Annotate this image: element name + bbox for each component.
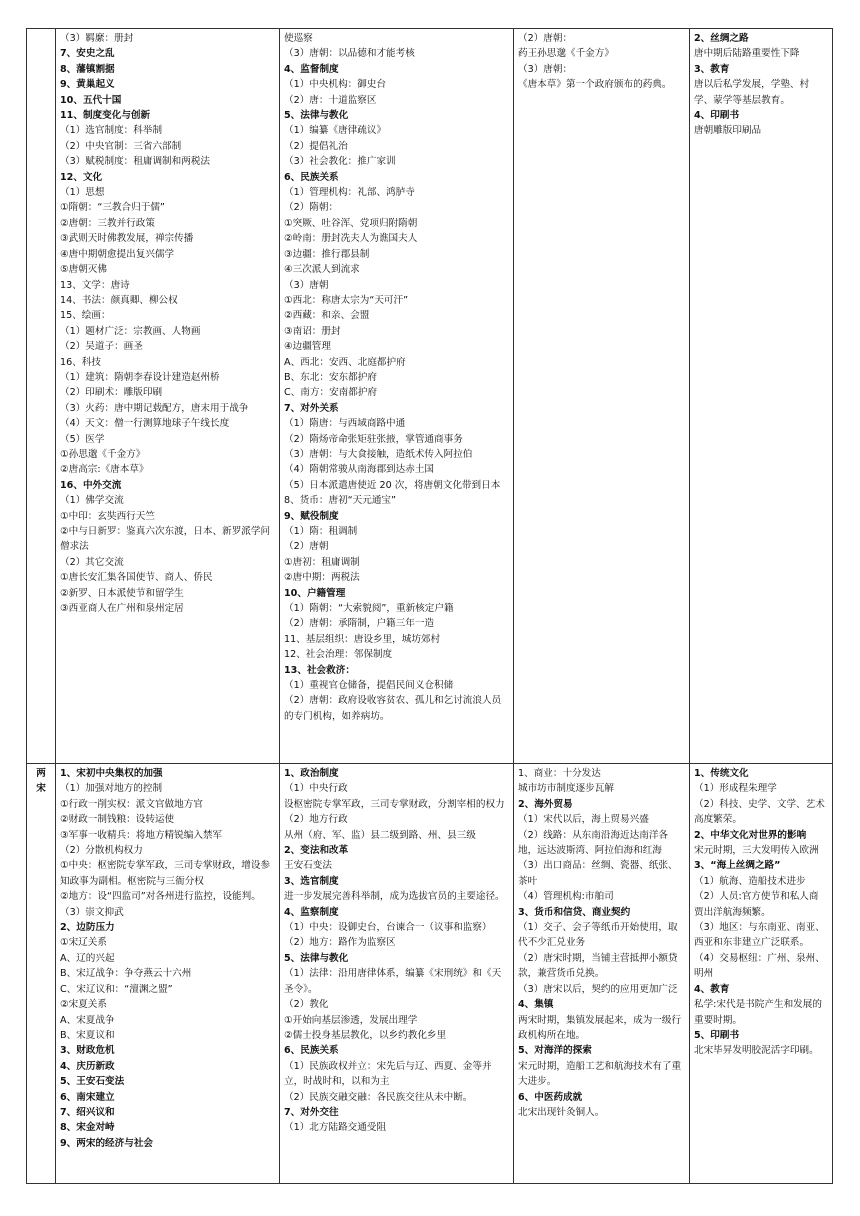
note-line: （2）吴道子：画圣 <box>60 341 143 353</box>
note-line: ①唐长安汇集各国使节、商人、侨民 <box>60 572 213 584</box>
section-heading: 5、王安石变法 <box>60 1076 125 1088</box>
note-line: ①突厥、吐谷浑、党项归附隋朝 <box>284 217 418 229</box>
note-line: ①宋辽关系 <box>60 937 107 949</box>
topic-column-3 <box>514 764 690 1184</box>
section-heading: 7、对外交往 <box>284 1106 339 1118</box>
section-heading: 3、“海上丝绸之路” <box>694 860 781 872</box>
note-line: （2）唐朝： <box>518 33 573 44</box>
note-line: 宋元时期，三大发明传入欧洲 <box>694 845 819 857</box>
section-heading: 12、文化 <box>60 171 103 183</box>
section-heading: 2、中华文化对世界的影响 <box>694 829 807 841</box>
note-line: （1）佛学交流 <box>60 495 124 507</box>
section-heading: 13、社会救济： <box>284 664 355 676</box>
section-heading: 11、制度变化与创新 <box>60 110 151 122</box>
note-line: （2）印刷术：雕版印刷 <box>60 387 163 399</box>
topic-column-4 <box>690 29 833 764</box>
section-heading: 1、政治制度 <box>284 768 339 779</box>
section-heading: 5、对海洋的探索 <box>518 1045 592 1057</box>
note-line: ①中央：枢密院专掌军政，三司专掌财政，增设参知政事为副相。枢密院与三衙分权 <box>60 860 271 887</box>
note-line: ②新罗、日本派使节和留学生 <box>60 587 184 599</box>
note-line: 宋元时期，造船工艺和航海技术有了重大进步。 <box>518 1060 682 1088</box>
note-line: 16、科技 <box>60 356 101 368</box>
note-line: 12、社会治理：邻保制度 <box>284 649 393 661</box>
note-line: （1）建筑：隋朝李春设计建造赵州桥 <box>60 371 220 383</box>
note-line: 王安石变法 <box>284 860 332 872</box>
section-heading: 6、南宋建立 <box>60 1091 115 1103</box>
section-heading: 6、中医药成就 <box>518 1091 583 1103</box>
note-line: 从州（府、军、监）县二级到路、州、县三级 <box>284 829 476 841</box>
note-line: （4）交易枢纽：广州、泉州、明州 <box>694 952 825 980</box>
note-line: 13、文学：唐诗 <box>60 279 130 291</box>
note-line: （2）唐朝 <box>284 541 329 553</box>
note-line: ②中与日新罗：鉴真六次东渡，日本、新罗派学问僧求法 <box>60 526 271 553</box>
note-line: 《唐本草》第一个政府颁布的药典。 <box>518 79 672 91</box>
note-line: （4）天文：僧一行测算地球子午线长度 <box>60 418 230 430</box>
note-line: （2）地方：路作为监察区 <box>284 937 396 949</box>
note-line: （1）隋：租调制 <box>284 526 358 537</box>
note-line: ②岭南：册封冼夫人为谯国夫人 <box>284 233 418 245</box>
note-line: C、南方：安南都护府 <box>284 387 378 399</box>
note-line: （1）宋代以后，海上贸易兴盛 <box>518 814 649 826</box>
note-line: ②唐朝：三教并行政策 <box>60 217 155 229</box>
note-line: （4）管理机构:市舶司 <box>518 891 614 903</box>
section-heading: 7、绍兴议和 <box>60 1106 115 1118</box>
section-heading: 2、边防压力 <box>60 922 115 934</box>
note-line: ④三次派人到流求 <box>284 264 360 276</box>
note-line: C、宋辽议和：“澶渊之盟” <box>60 983 173 995</box>
section-heading: 10、户籍管理 <box>284 587 346 599</box>
section-heading: 16、中外交流 <box>60 479 122 491</box>
note-line: （1）北方陆路交通受阻 <box>284 1122 387 1134</box>
note-line: （1）民族政权并立：宋先后与辽、西夏、金等并立，时战时和，以和为主 <box>284 1060 492 1088</box>
note-line: ②宋夏关系 <box>60 999 107 1011</box>
note-line: （2）线路：从东南沿海近达南洋各地，远达波斯湾、阿拉伯海和红海 <box>518 829 669 857</box>
note-line: ②儒士投身基层教化，以乡约教化乡里 <box>284 1029 447 1041</box>
note-line: A、辽的兴起 <box>60 952 115 964</box>
note-line: （1）中央行政 <box>284 783 348 795</box>
note-line: ①中印：玄奘西行天竺 <box>60 510 155 522</box>
note-line: ②唐中期：两税法 <box>284 572 360 584</box>
note-line: （1）管理机构：礼部、鸿胪寺 <box>284 187 415 199</box>
note-line: （5）日本派遣唐使近 20 次，将唐朝文化带到日本 <box>284 479 501 491</box>
notes-table <box>26 28 833 1184</box>
section-heading: 3、货币和信贷、商业契约 <box>518 906 631 918</box>
note-line: （3）唐朝： <box>518 63 573 75</box>
note-line: ②西藏：和亲、会盟 <box>284 310 370 322</box>
note-line: 药王孙思邈《千金方》 <box>518 48 614 60</box>
note-line: （3）崇文抑武 <box>60 906 124 918</box>
note-line: 北宋出现针灸铜人。 <box>518 1106 605 1118</box>
note-line: ①孙思邈《千金方》 <box>60 448 146 460</box>
note-line: 1、商业：十分发达 <box>518 768 601 779</box>
note-line: ③西亚商人在广州和泉州定居 <box>60 603 184 615</box>
note-line: B、宋辽战争：争夺燕云十六州 <box>60 968 192 980</box>
note-line: （2）地方行政 <box>284 814 348 826</box>
section-heading: 4、庆历新政 <box>60 1060 115 1072</box>
section-heading: 7、安史之乱 <box>60 48 115 60</box>
note-line: （2）民族交融交融：各民族交往从未中断。 <box>284 1091 473 1103</box>
topic-column-4 <box>690 764 833 1184</box>
section-heading: 5、印刷书 <box>694 1029 740 1041</box>
note-line: ①开始向基层渗透，发展出理学 <box>284 1014 418 1026</box>
note-line: （1）重视官仓储备，提倡民间义仓积储 <box>284 680 454 692</box>
note-line: ③南诏：册封 <box>284 325 341 337</box>
section-heading: 1、宋初中央集权的加强 <box>60 768 163 779</box>
note-line: （3）火药：唐中期记载配方，唐末用于战争 <box>60 402 249 414</box>
table-row <box>27 29 833 764</box>
era-cell <box>27 29 56 764</box>
note-line: （3）唐宋以后，契约的应用更加广泛 <box>518 983 678 995</box>
note-line: （1）编纂《唐律疏议》 <box>284 125 387 137</box>
note-line: 设枢密院专掌军政，三司专掌财政，分割宰相的权力 <box>284 798 505 810</box>
note-line: A、宋夏战争 <box>60 1014 115 1026</box>
era-cell <box>27 764 56 1184</box>
note-line: ①行政一削实权：派文官做地方官 <box>60 798 203 810</box>
note-line: （3）赋税制度：租庸调制和两税法 <box>60 156 211 168</box>
note-line: （3）地区：与东南亚、南亚、西亚和东非建立广泛联系。 <box>694 922 825 949</box>
note-line: （2）唐朝：承隋制，户籍三年一造 <box>284 618 435 630</box>
note-line: ③军事一收精兵：将地方精锐编入禁军 <box>60 829 223 841</box>
note-line: （1）加强对地方的控制 <box>60 783 163 795</box>
section-heading: 3、财政危机 <box>60 1045 115 1057</box>
note-line: （1）航海、造船技术进步 <box>694 875 806 887</box>
note-line: A、西北：安西、北庭都护府 <box>284 356 406 368</box>
note-line: ④唐中期朝愈提出复兴儒学 <box>60 248 175 260</box>
section-heading: 4、教育 <box>694 983 730 995</box>
section-heading: 1、传统文化 <box>694 768 749 779</box>
note-line: （1）隋朝：“大索貌阅”，重新核定户籍 <box>284 603 454 615</box>
note-line: ②唐高宗:《唐本草》 <box>60 464 149 476</box>
topic-column-3 <box>514 29 690 764</box>
note-line: （3）唐朝：与大食接触，造纸术传入阿拉伯 <box>284 448 473 460</box>
note-line: 唐以后私学发展，学塾、村学、蒙学等基层教育。 <box>694 79 810 106</box>
note-line: 两宋时期，集镇发展起来，成为一级行政机构所在地。 <box>518 1014 682 1041</box>
section-heading: 5、法律与教化 <box>284 952 349 964</box>
note-line: 进一步发展完善科举制，成为选拔官员的主要途径。 <box>284 891 505 903</box>
note-line: （1）中央：设御史台，台谏合一（议事和监察） <box>284 922 492 934</box>
note-line: （2）唐宋时期，当铺主营抵押小额贷款，兼营货币兑换。 <box>518 952 678 980</box>
note-line: ①隋朝：“三教合归于儒” <box>60 202 165 214</box>
note-line: （4）隋朝常骏从南海郡到达赤土国 <box>284 464 435 476</box>
note-line: 唐中期后陆路重要性下降 <box>694 48 800 60</box>
section-heading: 2、变法和改革 <box>284 845 349 857</box>
note-line: （2）唐：十道监察区 <box>284 94 377 106</box>
section-heading: 4、监察制度 <box>284 906 339 918</box>
topic-column-1 <box>56 29 280 764</box>
section-heading: 7、对外关系 <box>284 402 339 414</box>
section-heading: 4、集镇 <box>518 999 554 1011</box>
note-line: （1）隋唐：与西域商路中通 <box>284 418 406 430</box>
note-line: （2）其它交流 <box>60 556 124 568</box>
note-line: 使巡察 <box>284 33 313 44</box>
note-line: 8、货币：唐初“天元通宝” <box>284 495 396 507</box>
section-heading: 6、民族关系 <box>284 1045 339 1057</box>
note-line: ①唐初：租庸调制 <box>284 556 360 568</box>
section-heading: 3、选官制度 <box>284 875 339 887</box>
note-line: B、宋夏议和 <box>60 1029 115 1041</box>
note-line: 14、书法：颜真卿、柳公权 <box>60 294 178 306</box>
note-line: （2）隋炀帝命张矩驻张掖，掌管通商事务 <box>284 433 463 445</box>
note-line: （3）出口商品：丝绸、瓷器、纸张、茶叶 <box>518 860 678 887</box>
section-heading: 10、五代十国 <box>60 94 122 106</box>
section-heading: 9、赋役制度 <box>284 510 339 522</box>
section-heading: 4、印刷书 <box>694 110 740 122</box>
note-line: （1）题材广泛：宗教画、人物画 <box>60 325 201 337</box>
note-line: （2）唐朝：政府设收容贫农、孤儿和乞讨流浪人员的专门机构，如养病坊。 <box>284 695 502 722</box>
note-line: （2）人员:官方使节和私人商贾出洋航海频繁。 <box>694 891 819 918</box>
note-line: （3）唐朝：以品德和才能考核 <box>284 48 415 60</box>
topic-column-2 <box>280 764 514 1184</box>
section-heading: 2、海外贸易 <box>518 798 573 810</box>
section-heading: 5、法律与教化 <box>284 110 349 122</box>
note-line: （1）形成程朱理学 <box>694 783 777 795</box>
note-line: （2）科技、史学、文学、艺术高度繁荣。 <box>694 798 825 826</box>
note-line: ③边疆：推行郡县制 <box>284 248 370 260</box>
note-line: （2）分散机构权力 <box>60 845 143 857</box>
note-line: ②财政一制钱粮：设转运使 <box>60 814 175 826</box>
note-line: （1）中央机构：御史台 <box>284 79 387 91</box>
note-line: （2）中央官制：三省六部制 <box>60 140 182 152</box>
note-line: 城市坊市制度逐步瓦解 <box>518 783 614 795</box>
section-heading: 2、丝绸之路 <box>694 33 749 44</box>
note-line: ④边疆管理 <box>284 341 331 353</box>
note-line: 11、基层组织：唐设乡里，城坊郊村 <box>284 633 441 645</box>
note-line: ②地方：设“四监司”对各州进行监控，设能判。 <box>60 891 261 903</box>
note-line: 私学:宋代是书院产生和发展的重要时期。 <box>694 999 822 1026</box>
section-heading: 8、宋金对峙 <box>60 1122 115 1134</box>
note-line: （1）法律：沿用唐律体系，编纂《宋刑统》和《天圣令》。 <box>284 968 502 995</box>
note-line: （1）选官制度：科举制 <box>60 125 163 137</box>
note-line: ⑤唐朝灭佛 <box>60 264 107 276</box>
section-heading: 3、教育 <box>694 63 730 75</box>
era-label: 两宋 <box>36 768 46 795</box>
section-heading: 6、民族关系 <box>284 171 339 183</box>
section-heading: 4、监督制度 <box>284 63 339 75</box>
note-line: （2）隋朝： <box>284 202 339 214</box>
section-heading: 9、黄巢起义 <box>60 79 115 91</box>
note-line: （1）交子、会子等纸币开始使用，取代不少汇兑业务 <box>518 922 678 949</box>
note-line: （3）社会教化：推广家训 <box>284 156 396 168</box>
note-line: ①西北：称唐太宗为“天可汗” <box>284 294 409 306</box>
note-line: （5）医学 <box>60 433 105 445</box>
note-line: B、东北：安东都护府 <box>284 371 377 383</box>
section-heading: 8、藩镇割据 <box>60 63 115 75</box>
note-line: （2）提倡礼治 <box>284 140 348 152</box>
note-line: 唐朝雕版印刷品 <box>694 125 762 137</box>
topic-column-1 <box>56 764 280 1184</box>
note-line: ③武则天时佛教发展，禅宗传播 <box>60 233 194 245</box>
note-line: 北宋毕昇发明胶泥活字印刷。 <box>694 1045 819 1057</box>
topic-column-2 <box>280 29 514 764</box>
note-line: （3）羁縻：册封 <box>60 33 134 44</box>
note-line: （3）唐朝 <box>284 279 329 291</box>
table-row <box>27 764 833 1184</box>
note-line: （1）思想 <box>60 187 105 199</box>
note-line: 15、绘画： <box>60 310 111 322</box>
note-line: （2）教化 <box>284 999 329 1011</box>
section-heading: 9、两宋的经济与社会 <box>60 1137 154 1149</box>
